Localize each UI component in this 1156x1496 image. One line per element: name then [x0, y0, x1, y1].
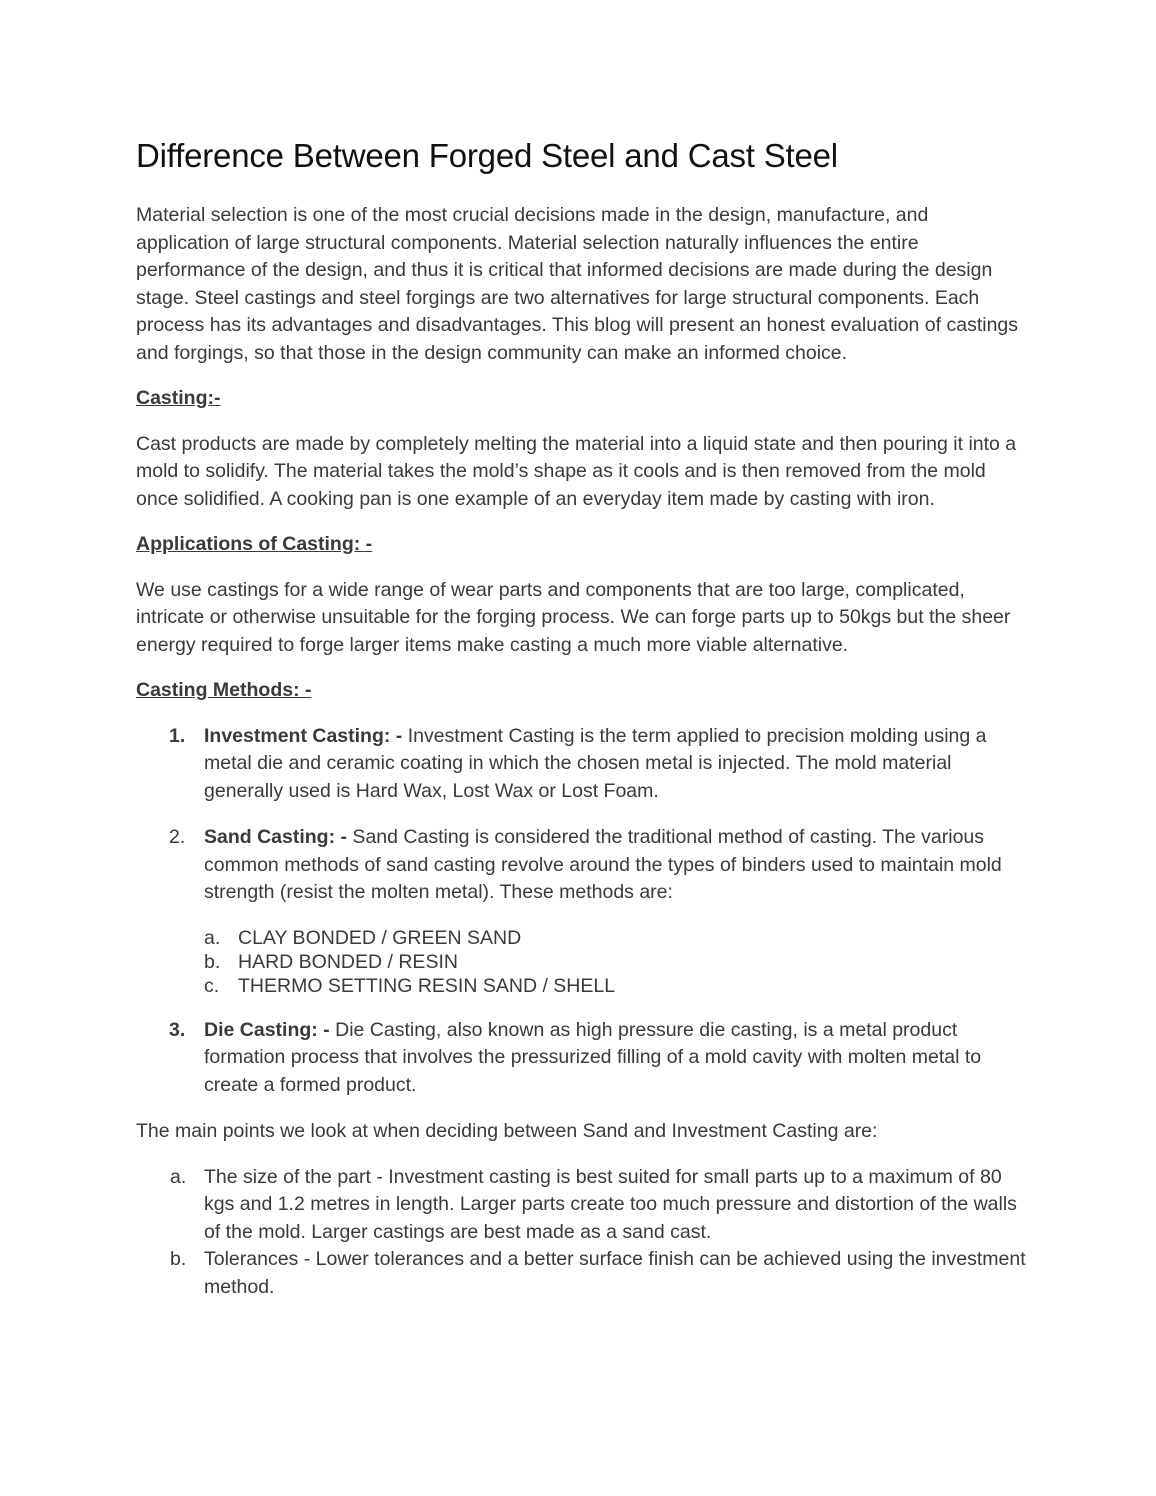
- list-item-letter: c.: [204, 974, 220, 997]
- casting-heading: Casting:-: [136, 387, 221, 409]
- method-number: 2.: [169, 826, 186, 848]
- casting-paragraph: Cast products are made by completely melting the material into a liquid state and then pouring it into a mold to solidify. The material takes the mold’s shape as it cools and is then removed from the mold once solidified. A cooking pan is one example of an everyday item made by casting with iron.: [136, 432, 1017, 510]
- comparison-intro: The main points we look at when deciding between Sand and Investment Casting are:: [136, 1120, 878, 1142]
- method-item-die-casting: [136, 1017, 1026, 1100]
- method-item-investment-casting: [136, 723, 1026, 806]
- list-item: [136, 1246, 1026, 1301]
- list-item-text: Tolerances - Lower tolerances and a better surface finish can be achieved using the investment method.: [204, 1248, 1026, 1298]
- list-item-text: The size of the part - Investment casting is best suited for small parts up to a maximum of 80 kgs and 1.2 metres in length. Larger parts create too much pressure and distortion of the walls of the mold. Larger castings are best made as a sand cast.: [204, 1165, 1017, 1243]
- method-description: Die Casting, also known as high pressure die casting, is a metal product formation process that involves the pressurized filling of a mold cavity with molten metal to create a formed product.: [204, 1018, 982, 1096]
- list-item: [204, 926, 1026, 950]
- document-title: Difference Between Forged Steel and Cast Steel: [136, 137, 838, 174]
- method-item-sand-casting: [136, 824, 1026, 907]
- method-name: Investment Casting: -: [204, 724, 403, 747]
- applications-paragraph: We use castings for a wide range of wear parts and components that are too large, complicated, intricate or otherwise unsuitable for the forging process. We can forge parts up to 50kgs but the sheer energy required to forge larger items make casting a much more viable alternative.: [136, 578, 1011, 656]
- method-name: Die Casting: -: [204, 1018, 330, 1041]
- list-item: [204, 950, 1026, 974]
- list-item-text: CLAY BONDED / GREEN SAND: [238, 926, 522, 949]
- method-description: Investment Casting is the term applied to precision molding using a metal die and ceramic coating in which the chosen metal is injected. The mold material generally used is Hard Wax, Lost Wax or Lost Foam.: [204, 724, 987, 802]
- list-item-letter: b.: [170, 1248, 187, 1270]
- method-number: 3.: [169, 1018, 186, 1041]
- comparison-points-list: [136, 1164, 1026, 1302]
- list-item-letter: a.: [170, 1165, 187, 1188]
- document-page: [136, 134, 1026, 1301]
- list-item-letter: b.: [204, 950, 221, 973]
- list-item: [204, 974, 1026, 998]
- list-item-text: HARD BONDED / RESIN: [238, 950, 458, 973]
- sand-casting-methods-list: [204, 926, 1026, 998]
- method-name: Sand Casting: -: [204, 826, 348, 848]
- applications-heading: Applications of Casting: -: [136, 533, 373, 555]
- list-item-letter: a.: [204, 926, 221, 949]
- method-number: 1.: [169, 724, 186, 747]
- list-item: [136, 1164, 1026, 1247]
- intro-paragraph: Material selection is one of the most crucial decisions made in the design, manufacture, and application of large structural components. Material selection naturally influences the entire performance of the design, and thus it is critical that informed decisions are made during the design stage. Steel castings and steel forgings are two alternatives for large structural components. Each process has its advantages and disadvantages. This blog will present an honest evaluation of castings and forgings, so that those in the design community can make an informed choice.: [136, 204, 1019, 364]
- list-item-text: THERMO SETTING RESIN SAND / SHELL: [238, 974, 616, 997]
- casting-methods-heading: Casting Methods: -: [136, 679, 312, 701]
- method-description: Sand Casting is considered the traditional method of casting. The various common methods of sand casting revolve around the types of binders used to maintain mold strength (resist the molten metal). These methods are:: [204, 826, 1002, 903]
